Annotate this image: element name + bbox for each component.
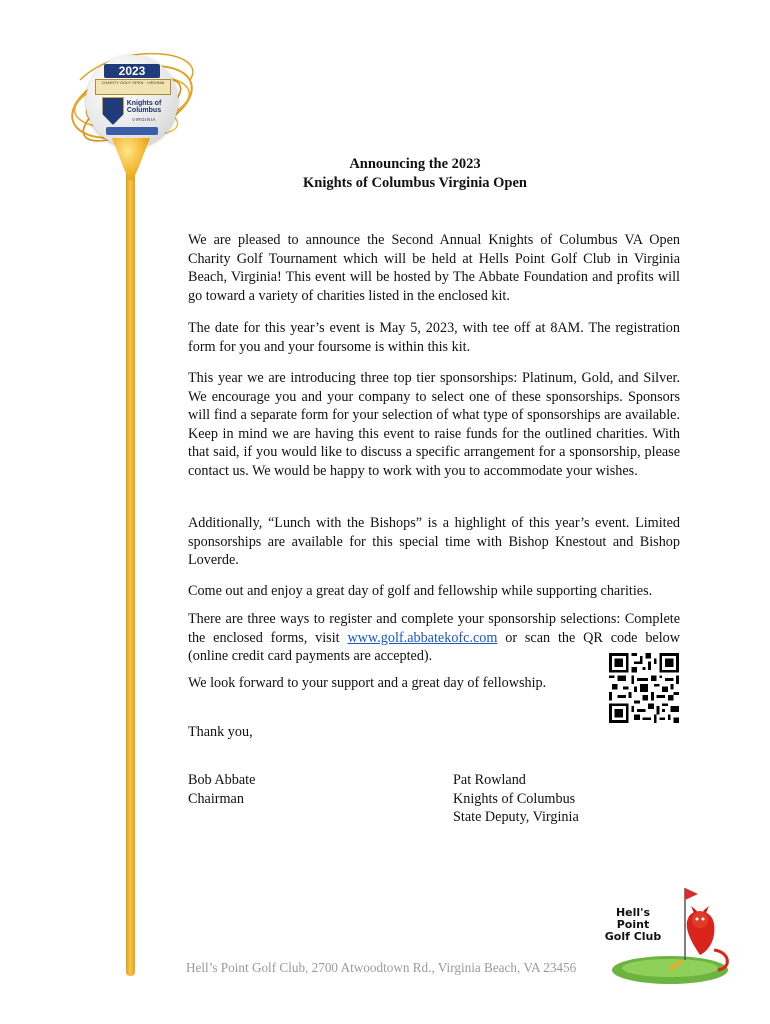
signer-title-left: Chairman bbox=[188, 790, 244, 807]
logo-org-line1: Knights of bbox=[126, 100, 162, 107]
signer-org-right: Knights of Columbus bbox=[453, 790, 576, 807]
club-logo-text bbox=[598, 907, 668, 943]
signer-title-right: State Deputy, Virginia bbox=[453, 809, 579, 826]
club-logo-line2: Golf Club bbox=[604, 930, 662, 943]
qr-code-icon[interactable] bbox=[609, 653, 679, 723]
register-paragraph bbox=[188, 610, 680, 666]
signature-left bbox=[188, 771, 255, 808]
register-text-start: There are three ways to register and complete your sponsorship selections: Complete the enclosed forms, visit bbox=[188, 611, 680, 646]
signer-name-right: Pat Rowland bbox=[453, 772, 526, 788]
signature-right bbox=[453, 771, 579, 827]
club-logo-line1: Hell's Point bbox=[615, 906, 651, 931]
golf-tee-stem bbox=[126, 150, 135, 976]
heading-line-1: Announcing the 2023 bbox=[349, 156, 481, 172]
register-text-end: or scan the QR code below (online credit card payments are accepted). bbox=[188, 629, 680, 665]
thank-you: Thank you, bbox=[188, 724, 253, 740]
logo-state: VIRGINIA bbox=[132, 117, 156, 122]
invite-paragraph: Come out and enjoy a great day of golf and fellowship while supporting charities. bbox=[188, 583, 653, 599]
closing-paragraph: We look forward to your support and a great day of fellowship. bbox=[188, 675, 547, 691]
logo-year: 2023 bbox=[104, 64, 160, 78]
logo-ribbon bbox=[106, 127, 158, 135]
date-paragraph: The date for this year’s event is May 5, 2023, with tee off at 8AM. The registration form for you and your foursome is within this kit. bbox=[188, 320, 680, 355]
sponsorship-paragraph: This year we are introducing three top tier sponsorships: Platinum, Gold, and Silver. We encourage you and your company to select one of these sponsorships. Sponsors will find a separate form for your selection of what type of sponsorships are available. Keep in mind we are having this event to raise funds for the outlined charities. With that said, if you would like to discuss a specific arrangement for a sponsorship, please contact us. We would be happy to work with you to accommodate your wishes. bbox=[188, 370, 680, 479]
announcement-heading bbox=[240, 155, 590, 193]
intro-paragraph: We are pleased to announce the Second Annual Knights of Columbus VA Open Charity Golf Tournament which will be held at Hells Point Golf Club in Virginia Beach, Virginia! This event will be hosted by The Abbate Foundation and profits will go toward a variety of charities listed in the enclosed kit. bbox=[188, 232, 680, 304]
signer-name-left: Bob Abbate bbox=[188, 772, 256, 788]
registration-link[interactable]: www.golf.abbatekofc.com bbox=[347, 629, 498, 646]
bishops-paragraph: Additionally, “Lunch with the Bishops” is a highlight of this year’s event. Limited sponsorships are available for this special time with Bishop Knestout and Bishop Loverde. bbox=[188, 515, 680, 569]
logo-org-name bbox=[122, 100, 166, 114]
footer-address: Hell’s Point Golf Club, 2700 Atwoodtown Rd., Virginia Beach, VA 23456 bbox=[186, 960, 577, 975]
logo-banner: CHARITY GOLF OPEN · VIRGINIA bbox=[95, 79, 171, 95]
logo-org-line2: Columbus bbox=[126, 107, 162, 114]
heading-line-2: Knights of Columbus Virginia Open bbox=[303, 175, 527, 191]
